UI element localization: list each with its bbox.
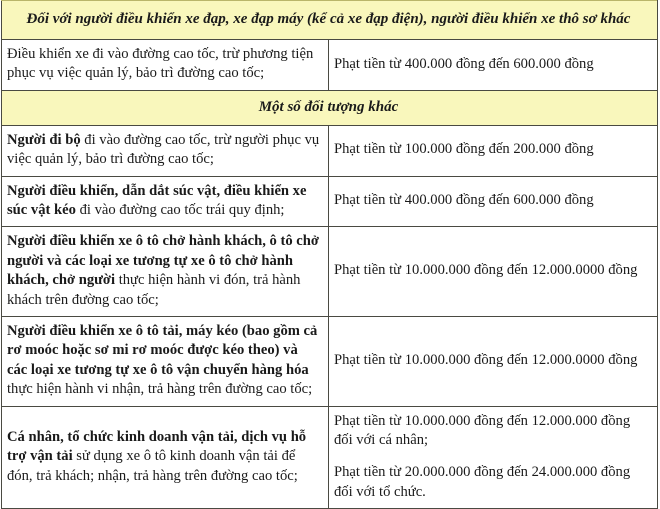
penalty-line: Phạt tiền từ 100.000 đồng đến 200.000 đồng xyxy=(334,141,594,158)
penalty-cell-transport-business xyxy=(329,406,658,509)
section-banner-bicycle-text: Đối với người điều khiển xe đạp, xe đạp máy (kể cả xe đạp điện), người điều khiển xe thô sơ khác xyxy=(2,1,658,40)
violation-plain-text: thực hiện hành vi đón, trả hành khách trên đường cao tốc; xyxy=(7,272,301,308)
table-row xyxy=(2,227,658,317)
penalty-cell-livestock-expressway xyxy=(329,176,658,227)
penalty-cell-pedestrian-expressway xyxy=(329,125,658,176)
violation-cell-transport-business xyxy=(2,406,329,509)
violation-plain-text: thực hiện hành vi nhận, trả hàng trên đường cao tốc; xyxy=(7,381,313,398)
violation-plain-text: Điều khiển xe đi vào đường cao tốc, trừ phương tiện phục vụ việc quản lý, bảo trì đường cao tốc; xyxy=(7,45,314,82)
table-row xyxy=(2,125,658,176)
violation-bold-text: Người điều khiển, dẫn dắt súc vật, điều khiển xe súc vật kéo xyxy=(7,182,307,218)
violation-plain-text: sử dụng xe ô tô kinh doanh vận tải để đón, trả khách; nhận, trả hàng trên đường cao tốc; xyxy=(7,448,298,484)
section-banner-other-subjects-text: Một số đối tượng khác xyxy=(2,90,658,125)
penalty-line: Phạt tiền từ 400.000 đồng đến 600.000 đồng xyxy=(334,192,594,209)
section-banner-bicycle xyxy=(2,1,658,40)
violation-plain-text: đi vào đường cao tốc trái quy định; xyxy=(75,201,285,218)
violation-cell-livestock-expressway xyxy=(2,176,329,227)
penalty-line: Phạt tiền từ 10.000.000 đồng đến 12.000.000 đồng đối với cá nhân; xyxy=(334,412,631,448)
violation-cell-pedestrian-expressway xyxy=(2,125,329,176)
violation-cell-truck-cargo-loading xyxy=(2,316,329,406)
violation-bold-text: Người điều khiển xe ô tô tải, máy kéo (bao gồm cả rơ moóc hoặc sơ mi rơ moóc được kéo theo) và các loại xe tương tự xe ô tô vận chuyển hàng hóa xyxy=(7,322,318,378)
penalty-table xyxy=(1,0,658,509)
table-row xyxy=(2,316,658,406)
section-banner-other-subjects xyxy=(2,90,658,125)
table-row xyxy=(2,406,658,509)
penalty-line: Phạt tiền từ 10.000.000 đồng đến 12.000.0000 đồng xyxy=(334,352,638,369)
table-row xyxy=(2,39,658,90)
table-row xyxy=(2,176,658,227)
penalty-cell-truck-cargo-loading xyxy=(329,316,658,406)
violation-bold-text: Người đi bộ xyxy=(7,131,81,148)
violation-plain-text: đi vào đường cao tốc, trừ người phục vụ việc quản lý, bảo trì đường cao tốc; xyxy=(7,131,320,168)
violation-bold-text: Cá nhân, tổ chức kinh doanh vận tải, dịch vụ hỗ trợ vận tải xyxy=(7,428,307,465)
penalty-line: Phạt tiền từ 20.000.000 đồng đến 24.000.000 đồng đối với tổ chức. xyxy=(334,464,631,500)
penalty-line: Phạt tiền từ 400.000 đồng đến 600.000 đồng xyxy=(334,55,594,72)
penalty-cell-bicycle-expressway xyxy=(329,39,658,90)
penalty-cell-passenger-car-pickup-dropoff xyxy=(329,227,658,317)
violation-bold-text: Người điều khiển xe ô tô chở hành khách, ô tô chở người và các loại xe tương tự xe ô tô chở hành khách, chở người xyxy=(7,233,319,289)
penalty-line: Phạt tiền từ 10.000.000 đồng đến 12.000.0000 đồng xyxy=(334,262,638,279)
violation-cell-bicycle-expressway xyxy=(2,39,329,90)
violation-cell-passenger-car-pickup-dropoff xyxy=(2,227,329,317)
